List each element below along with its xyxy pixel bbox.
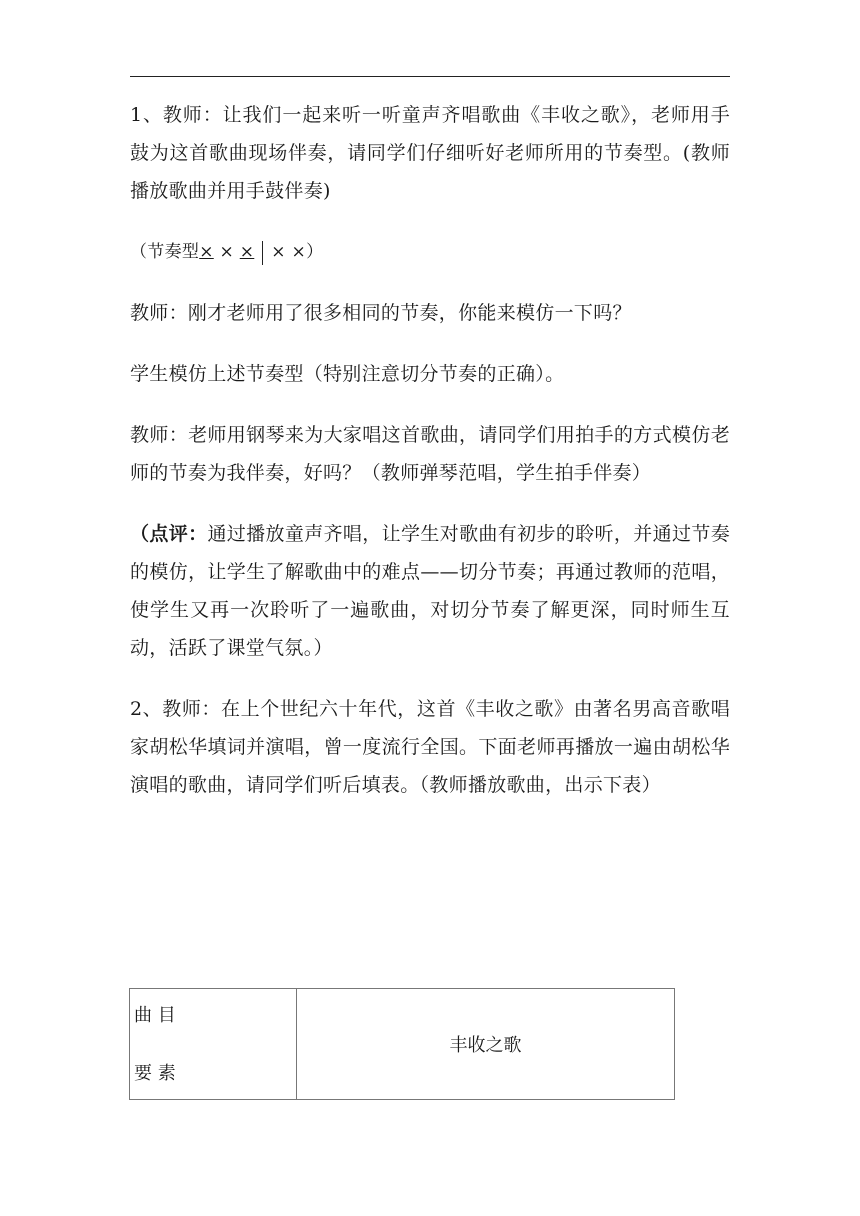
document-body — [130, 96, 730, 827]
header-top-label: 曲 目 — [134, 1005, 176, 1026]
paragraph-2: 教师：刚才老师用了很多相同的节奏，你能来模仿一下吗？ — [130, 302, 632, 324]
commentary-label: 点评： — [149, 523, 208, 545]
paragraph-1: 1、教师：让我们一起来听一听童声齐唱歌曲《丰收之歌》，老师用手鼓为这首歌曲现场伴奏，请同学们仔细听好老师所用的节奏型。(教师播放歌曲并用手鼓伴奏) — [130, 104, 730, 202]
table-row — [130, 989, 675, 1100]
rhythm-after-bar: × ×） — [271, 242, 324, 262]
rhythm-note-3: × — [239, 242, 255, 262]
header-rule — [130, 76, 730, 77]
commentary-bracket: （ — [130, 523, 150, 545]
rhythm-note-1: × — [199, 242, 214, 262]
paragraph-6: 2、教师：在上个世纪六十年代，这首《丰收之歌》由著名男高音歌唱家胡松华填词并演唱，曾一度流行全国。下面老师再播放一遍由胡松华演唱的歌曲，请同学们听后填表。（教师播放歌曲，出示下表） — [130, 698, 730, 796]
commentary-paragraph — [130, 515, 730, 667]
header-bottom-label: 要 素 — [134, 1063, 176, 1084]
song-title-cell: 丰收之歌 — [297, 989, 675, 1100]
rhythm-open: （节奏型 — [130, 242, 200, 262]
song-elements-table — [129, 988, 675, 1100]
paragraph-3: 学生模仿上述节奏型（特别注意切分节奏的正确）。 — [130, 363, 565, 385]
table-header-cell — [130, 989, 297, 1100]
commentary-text: 通过播放童声齐唱，让学生对歌曲有初步的聆听，并通过节奏的模仿，让学生了解歌曲中的难点——切分节奏；再通过教师的范唱，使学生又再一次聆听了一遍歌曲，对切分节奏了解更深，同时师生互动，活跃了课堂气氛。） — [130, 523, 730, 659]
bar-line — [262, 241, 263, 265]
rhythm-note-2: × — [219, 242, 235, 262]
rhythm-pattern — [130, 233, 730, 271]
paragraph-4: 教师：老师用钢琴来为大家唱这首歌曲，请同学们用拍手的方式模仿老师的节奏为我伴奏，好吗？（教师弹琴范唱，学生拍手伴奏） — [130, 424, 730, 484]
